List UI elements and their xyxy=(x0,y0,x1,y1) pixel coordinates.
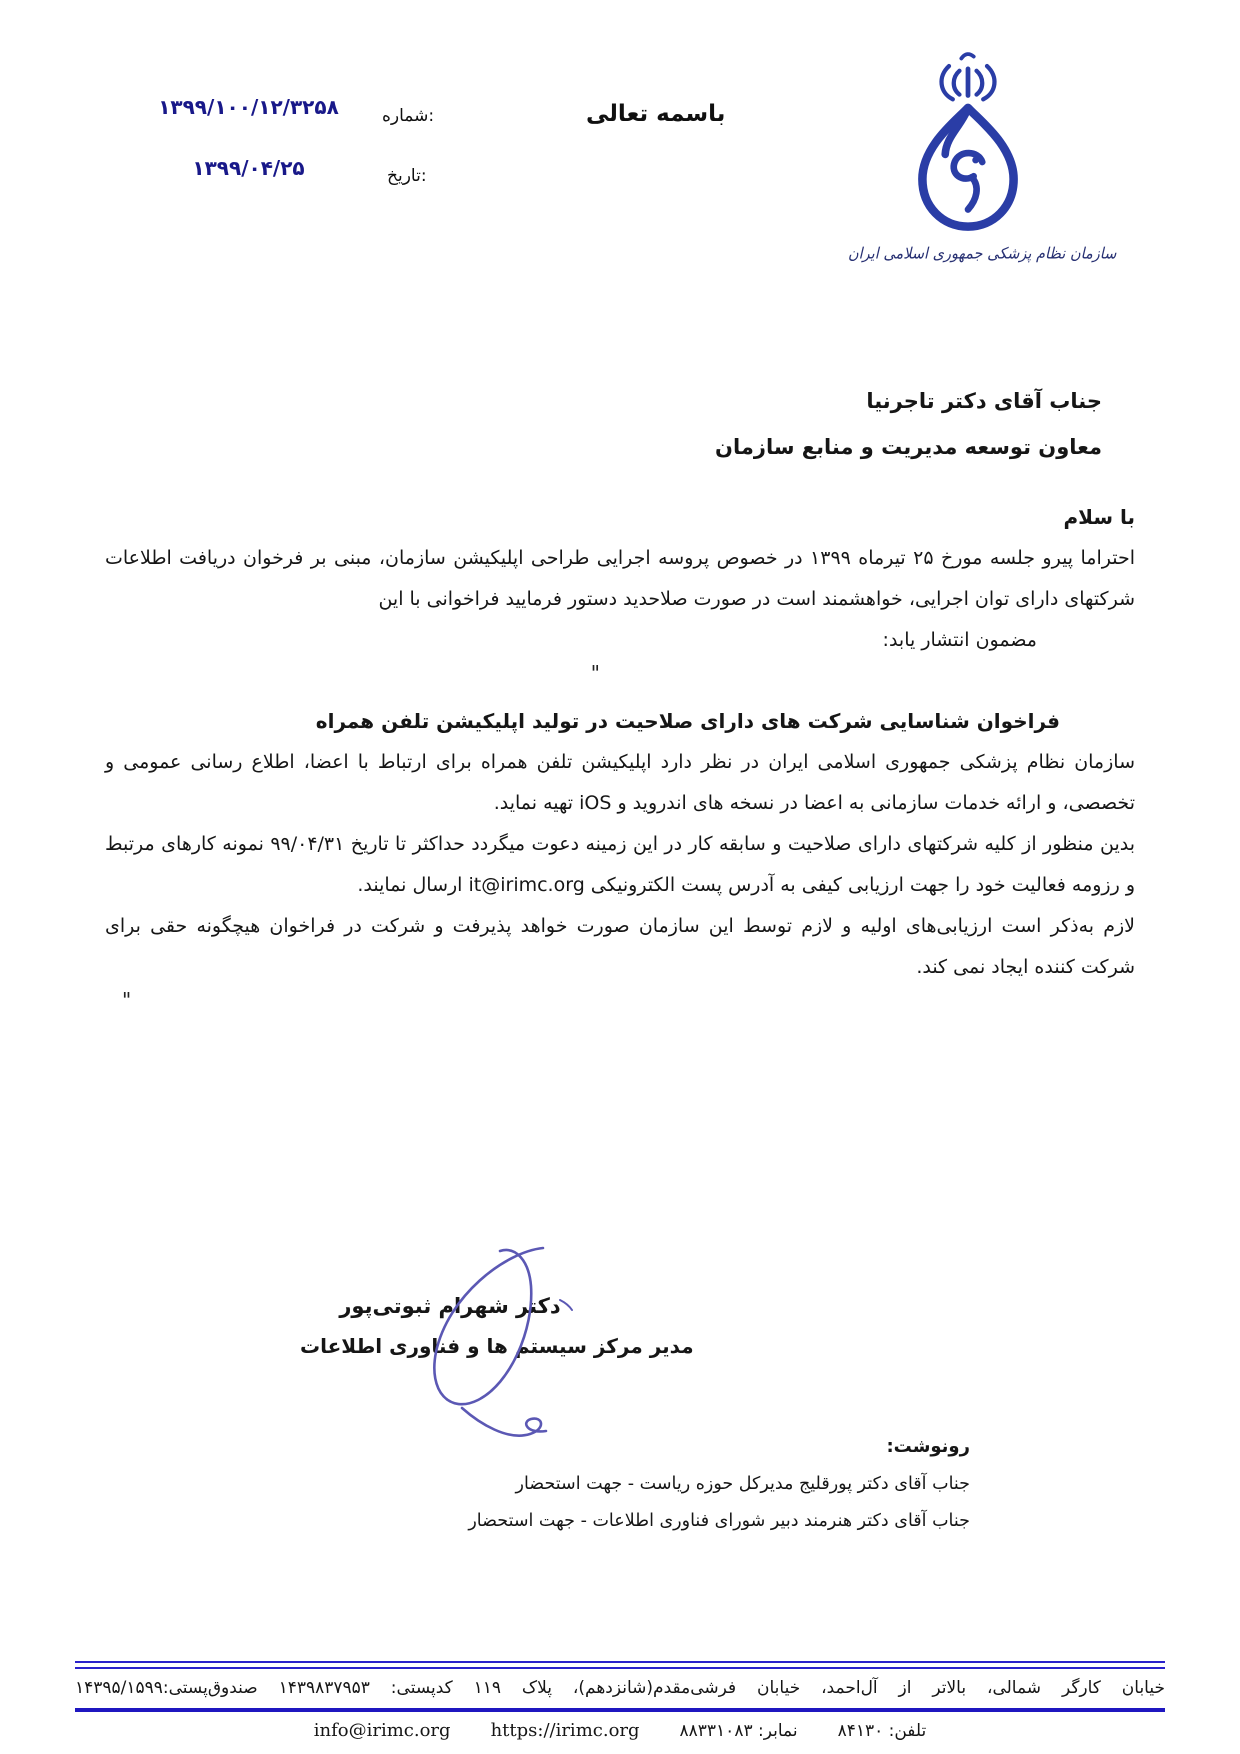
cc-item: جناب آقای دکتر هنرمند دبیر شورای فناوری اطلاعات - جهت استحضار xyxy=(468,1511,970,1531)
ref-date-label: تاریخ: xyxy=(387,166,427,186)
letter-body xyxy=(105,378,1135,1029)
signatory-title: مدیر مرکز سیستم ها و فناوری اطلاعات xyxy=(300,1334,694,1358)
paragraph-disclaimer: لازم به‌ذکر است ارزیابی‌های اولیه و لازم توسط این سازمان صورت خواهد پذیرفت و شرکت در فراخوان هیچگونه حقی برای شرکت کننده ایجاد نمی کند. xyxy=(105,915,1135,978)
footer-website: https://irimc.org xyxy=(490,1720,640,1741)
paragraph-scope: سازمان نظام پزشکی جمهوری اسلامی ایران در نظر دارد اپلیکیشن تلفن همراه برای ارتباط با اعضا، اطلاع رسانی عمومی و تخصصی، و ارائه خدمات سازمانی به اعضا در نسخه های اندروید و iOS تهیه نماید. xyxy=(105,751,1135,814)
paragraph-invitation: بدین منظور از کلیه شرکتهای دارای صلاحیت و سابقه کار در این زمینه دعوت میگردد حداکثر تا تاریخ ۹۹/۰۴/۳۱ نمونه کارهای مرتبط و رزومه فعالیت خود را جهت ارزیابی کیفی به آدرس پست الکترونیکی it@irimc.org ارسال نمایند. xyxy=(105,833,1135,896)
irimc-logo xyxy=(848,48,1117,263)
cc-block xyxy=(468,1428,970,1540)
footer-fax xyxy=(680,1716,798,1746)
cc-item: جناب آقای دکتر پورقلیج مدیرکل حوزه ریاست - جهت استحضار xyxy=(515,1474,970,1494)
footer-email: info@irimc.org xyxy=(313,1720,451,1741)
footer-rule-bottom xyxy=(75,1708,1165,1712)
recipient-name: جناب آقای دکتر تاجرنیا xyxy=(866,389,1102,413)
cc-label: رونوشت: xyxy=(886,1436,970,1457)
paragraph-intro-end: مضمون انتشار یابد: xyxy=(882,629,1037,651)
footer-fax-label: نمابر: xyxy=(757,1721,798,1741)
ref-number-label: شماره: xyxy=(382,106,435,126)
ref-date-value: ۱۳۹۹/۰۴/۲۵ xyxy=(192,156,305,180)
bismillah-text: باسمه تعالی xyxy=(586,101,726,127)
medical-council-emblem-icon xyxy=(893,48,1043,238)
footer-contact-row xyxy=(75,1716,1165,1746)
footer-fax-value: ۸۸۳۳۱۰۸۳ xyxy=(679,1721,753,1741)
paragraph-intro: احتراما پیرو جلسه مورخ ۲۵ تیرماه ۱۳۹۹ در خصوص پروسه اجرایی طراحی اپلیکیشن سازمان، مبنی بر فرخوان دریافت اطلاعات شرکتهای دارای توان اجرایی، خواهشمند است در صورت صلاحدید دستور فرمایید فراخوانی با این xyxy=(105,547,1135,610)
close-quote-mark: " xyxy=(122,988,132,1012)
signature-block xyxy=(300,1286,694,1366)
footer-address: خیابان کارگر شمالی، بالاتر از آل‌احمد، خیابان فرشی‌مقدم(شانزدهم)، پلاک ۱۱۹ کدپستی: ۱۴۳۹۸۳۷۹۵۳ صندوق‌پستی:۱۴۳۹۵/۱۵۹۹ xyxy=(75,1678,1165,1698)
recipient-title: معاون توسعه مدیریت و منابع سازمان xyxy=(715,435,1102,459)
salutation: با سلام xyxy=(1063,505,1135,529)
footer-phone xyxy=(838,1716,927,1746)
footer-phone-label: تلفن: xyxy=(888,1721,927,1741)
footer-rule-top xyxy=(75,1661,1165,1669)
signatory-name: دکتر شهرام ثبوتی‌پور xyxy=(339,1294,561,1318)
open-quote-mark: " xyxy=(590,661,600,685)
footer-phone-value: ۸۴۱۳۰ xyxy=(837,1721,884,1741)
ref-number-value: ۱۳۹۹/۱۰۰/۱۲/۳۲۵۸ xyxy=(158,95,339,119)
org-name-calligraphy: سازمان نظام پزشکی جمهوری اسلامی ایران xyxy=(848,245,1117,263)
announcement-title: فراخوان شناسایی شرکت های دارای صلاحیت در تولید اپلیکیشن تلفن همراه xyxy=(315,709,1060,733)
